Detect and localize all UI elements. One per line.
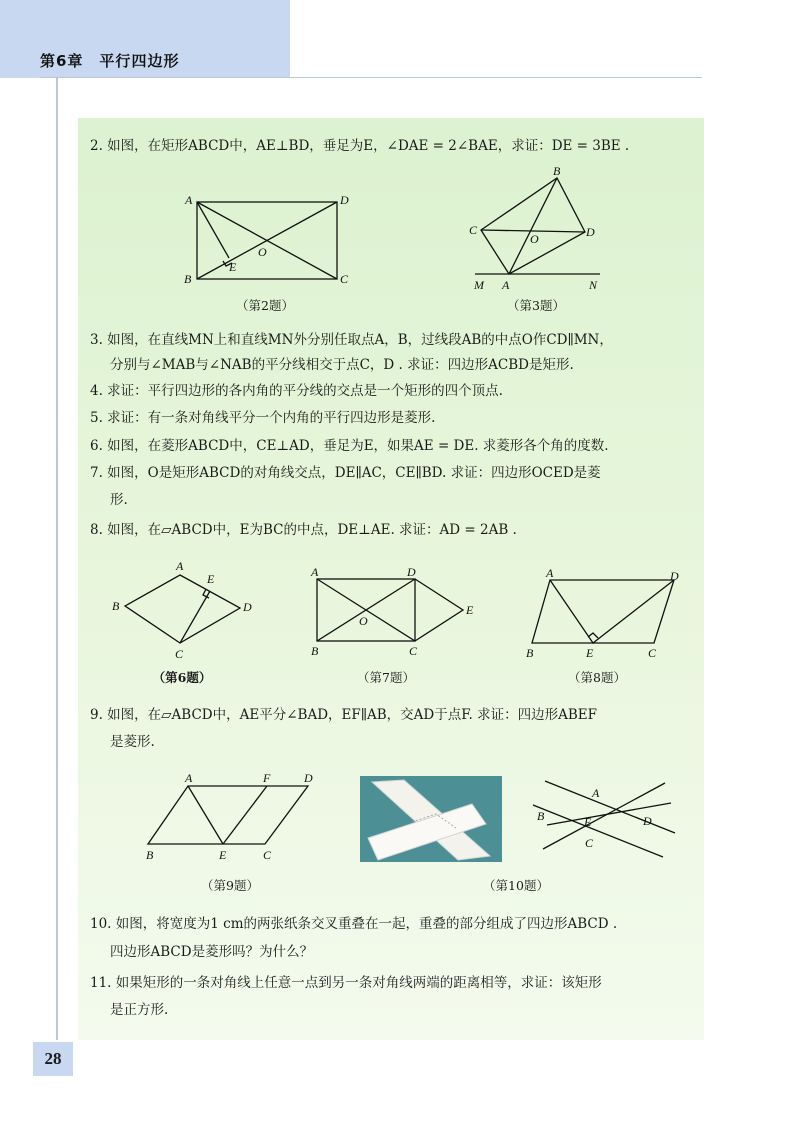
figure-3 xyxy=(465,164,615,293)
fig9-label-b: B xyxy=(146,848,154,862)
fig10-label-c: C xyxy=(585,836,594,850)
fig7-label-b: B xyxy=(311,644,319,658)
problem-8: 8. 如图，在▱ABCD中，E为BC的中点，DE⊥AE. 求证：AD = 2AB . xyxy=(90,522,517,538)
fig2-label-d: D xyxy=(340,193,349,207)
fig3-label-b: B xyxy=(553,164,561,178)
problem-3-line-1: 3. 如图，在直线MN上和直线MN外分别任取点A，B，过线段AB的中点O作CD∥MN， xyxy=(90,332,613,348)
chapter-title: 第6章 平行四边形 xyxy=(40,52,180,70)
fig10-label-b: B xyxy=(537,809,545,823)
caption-figure-3: （第3题） xyxy=(507,298,565,313)
fig2-label-b: B xyxy=(184,272,192,286)
problem-6: 6. 如图，在菱形ABCD中，CE⊥AD，垂足为E，如果AE = DE. 求菱形各个角的度数. xyxy=(90,438,609,454)
fig6-label-c: C xyxy=(175,647,184,661)
fig3-label-d: D xyxy=(586,225,595,239)
fig10-line-1 xyxy=(533,805,663,857)
fig8-segments-ae-ed xyxy=(550,580,674,643)
problem-9-line-1: 9. 如图，在▱ABCD中，AE平分∠BAD，EF∥AB，交AD于点F. 求证：四边形ABEF xyxy=(90,707,597,723)
problem-4: 4. 求证：平行四边形的各内角的平分线的交点是一个矩形的四个顶点. xyxy=(90,383,503,399)
problem-2: 2. 如图，在矩形ABCD中，AE⊥BD，垂足为E，∠DAE = 2∠BAE，求证：DE = 3BE . xyxy=(90,138,630,154)
page-number: 28 xyxy=(33,1042,73,1076)
fig8-parallelogram xyxy=(532,580,674,643)
fig9-segment-ae xyxy=(188,786,223,844)
problem-3-line-2: 分别与∠MAB与∠NAB的平分线相交于点C，D . 求证：四边形ACBD是矩形. xyxy=(110,357,574,373)
fig3-label-m: M xyxy=(474,278,484,292)
figure-7 xyxy=(305,565,485,660)
fig8-label-b: B xyxy=(526,646,534,660)
fig7-label-c: C xyxy=(409,644,418,658)
fig6-label-b: B xyxy=(112,599,120,613)
figure-6 xyxy=(110,560,260,665)
fig7-label-o: O xyxy=(359,614,368,628)
fig2-label-a: A xyxy=(185,193,193,207)
fig10-label-a: A xyxy=(592,786,600,800)
fig2-label-c: C xyxy=(340,272,349,286)
left-margin-rule xyxy=(56,78,58,1040)
figure-2 xyxy=(175,190,365,290)
fig10-label-d: D xyxy=(643,814,652,828)
problem-7-line-1: 7. 如图，O是矩形ABCD的对角线交点，DE∥AC，CE∥BD. 求证：四边形OCED是菱 xyxy=(90,465,601,481)
problem-10-line-1: 10. 如图，将宽度为1 cm的两张纸条交叉重叠在一起，重叠的部分组成了四边形ABCD . xyxy=(90,916,618,932)
fig2-label-o: O xyxy=(258,245,267,259)
fig3-label-a: A xyxy=(502,278,510,292)
fig3-segment-ab xyxy=(509,178,557,274)
fig6-segment-ce xyxy=(180,591,210,643)
fig7-segments-de-ce xyxy=(415,579,463,641)
paper-strips-photo xyxy=(360,776,502,862)
fig9-label-c: C xyxy=(263,848,272,862)
caption-figure-7: （第7题） xyxy=(357,670,415,685)
figure-9 xyxy=(140,768,330,868)
problem-5: 5. 求证：有一条对角线平分一个内角的平行四边形是菱形. xyxy=(90,410,436,426)
fig7-label-d: D xyxy=(407,565,416,579)
fig6-label-d: D xyxy=(243,600,252,614)
fig8-label-c: C xyxy=(648,646,657,660)
fig3-label-o: O xyxy=(530,232,539,246)
fig9-parallelogram xyxy=(148,786,308,844)
problem-11-line-1: 11. 如果矩形的一条对角线上任意一点到另一条对角线两端的距离相等，求证：该矩形 xyxy=(90,975,602,991)
figure-10-lines xyxy=(525,775,685,865)
header-rule xyxy=(40,77,702,78)
fig6-label-a: A xyxy=(176,559,184,573)
caption-figure-10: （第10题） xyxy=(483,878,549,893)
figure-8 xyxy=(522,565,692,660)
fig7-label-e: E xyxy=(466,603,474,617)
fig9-label-e: E xyxy=(219,848,227,862)
fig9-label-f: F xyxy=(263,771,271,785)
fig7-label-a: A xyxy=(311,565,319,579)
fig8-label-a: A xyxy=(546,566,554,580)
fig9-label-d: D xyxy=(304,771,313,785)
fig8-label-d: D xyxy=(670,569,679,583)
fig6-label-e: E xyxy=(207,572,215,586)
fig9-segment-ef xyxy=(223,786,267,844)
caption-figure-6: （第6题） xyxy=(152,670,212,685)
problem-9-line-2: 是菱形. xyxy=(110,734,155,750)
fig3-label-n: N xyxy=(589,278,598,292)
problem-10-line-2: 四边形ABCD是菱形吗？为什么？ xyxy=(110,944,314,960)
fig9-label-a: A xyxy=(185,771,193,785)
fig10-label-e: E xyxy=(584,815,592,829)
fig8-label-e: E xyxy=(586,646,594,660)
caption-figure-8: （第8题） xyxy=(568,670,626,685)
problem-11-line-2: 是正方形. xyxy=(110,1002,169,1018)
fig2-label-e: E xyxy=(229,260,237,274)
fig6-rhombus xyxy=(125,575,240,643)
fig3-label-c: C xyxy=(469,223,478,237)
caption-figure-9: （第9题） xyxy=(201,878,259,893)
problem-7-line-2: 形. xyxy=(110,492,128,508)
caption-figure-2: （第2题） xyxy=(236,298,294,313)
